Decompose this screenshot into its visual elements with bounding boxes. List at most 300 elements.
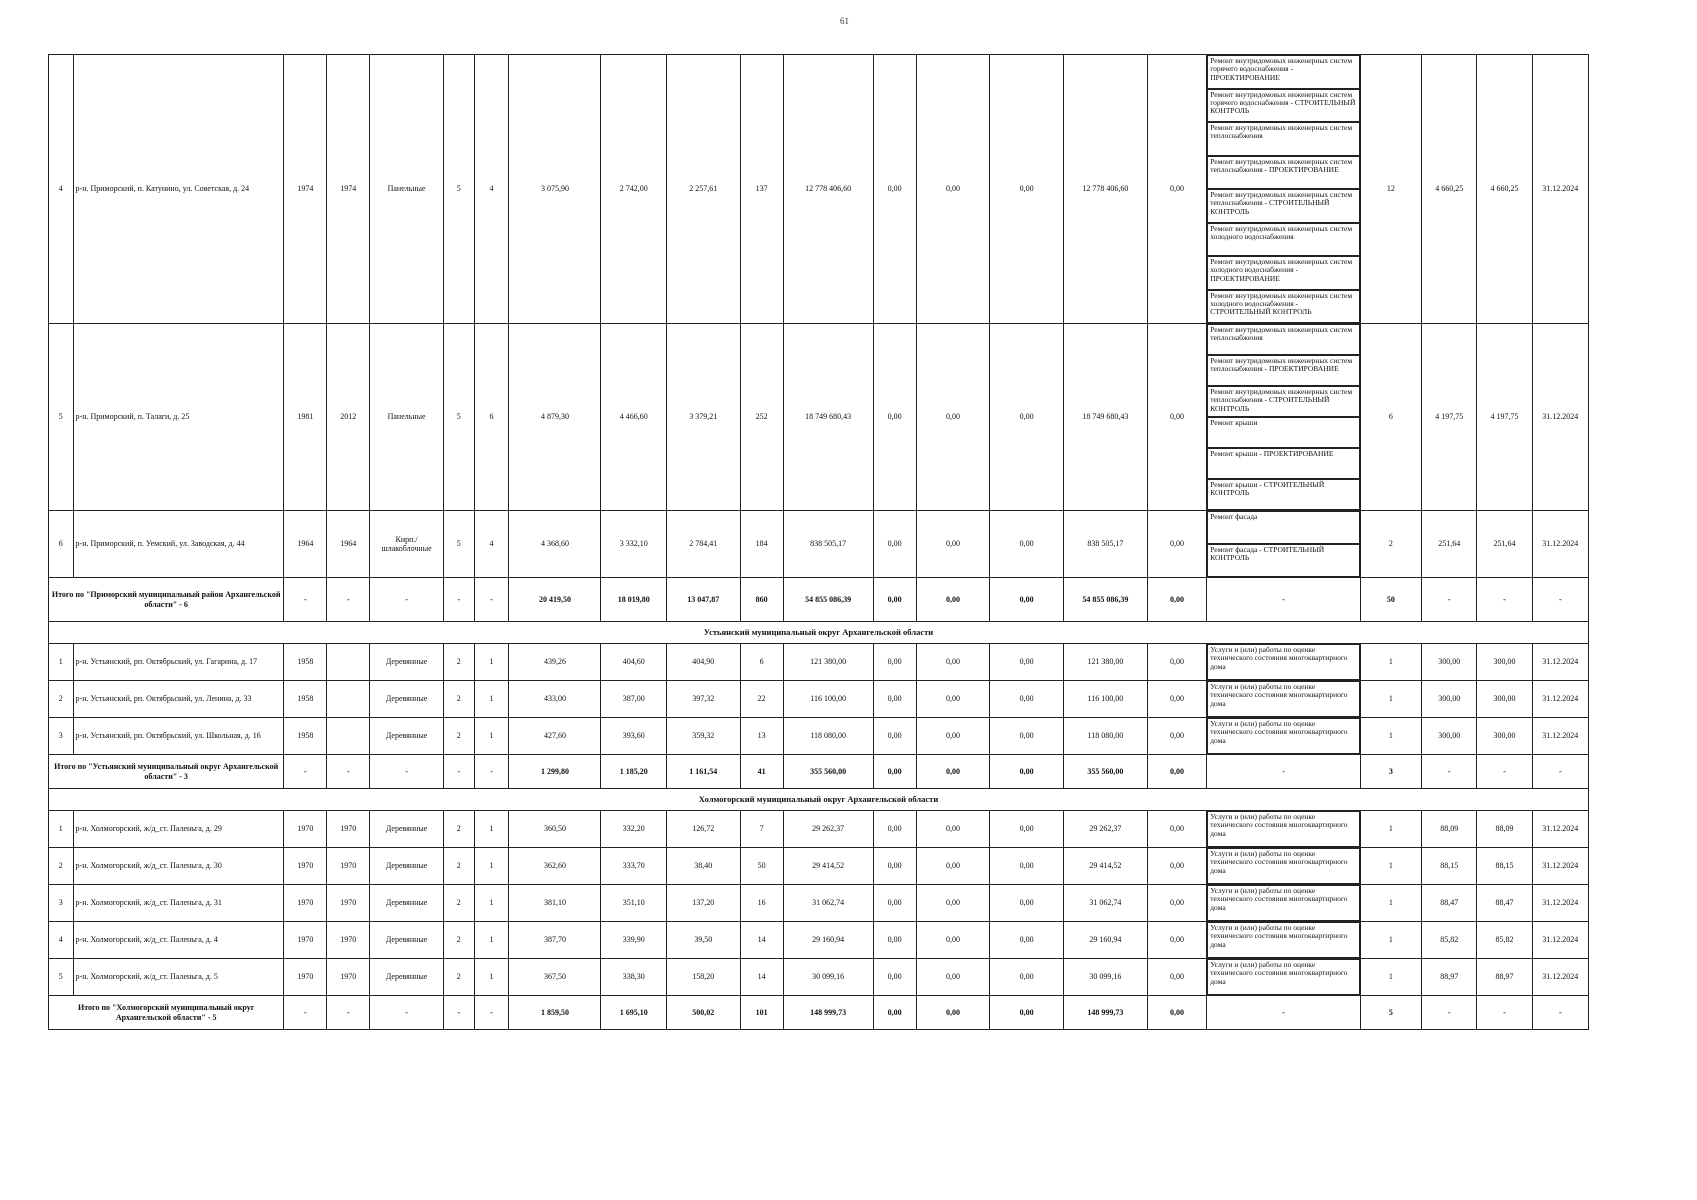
fund-owners-cell: 29 414,52 [1063,848,1147,885]
total-fund-local: 0,00 [990,755,1064,789]
fund-other-cell: 0,00 [1147,848,1206,885]
material-cell: Деревянные [370,922,444,959]
deadline-cell: 31.12.2024 [1532,644,1588,681]
table-row [49,324,1589,511]
address-cell: р-н. Устьянский, рп. Октябрьский, ул. Гагарина, д. 17 [73,644,284,681]
cost-total-cell: 18 749 680,43 [783,324,873,511]
total-works-dash: - [1207,996,1360,1030]
total-dash: - [1477,755,1532,789]
work-type-item: Ремонт внутридомовых инженерных систем теплоснабжения [1207,324,1359,355]
total-row [49,755,1589,789]
total-residents: 41 [740,755,783,789]
works-count-cell: 1 [1360,811,1421,848]
residents-cell: 137 [740,55,783,324]
material-cell: Деревянные [370,959,444,996]
total-cost-total: 355 560,00 [783,755,873,789]
residents-cell: 14 [740,922,783,959]
total-dash: - [1532,578,1588,622]
area-residential-cell: 397,32 [666,681,740,718]
area-total-cell: 362,60 [509,848,601,885]
fund-other-cell: 0,00 [1147,55,1206,324]
total-label: Итого по "Холмогорский муниципальный округ Архангельской области" - 5 [49,996,284,1030]
unit-cost-cell: 88,97 [1422,959,1477,996]
area-residential-cell: 38,40 [666,848,740,885]
works-cell [1207,55,1360,324]
fund-other-cell: 0,00 [1147,811,1206,848]
deadline-cell: 31.12.2024 [1532,811,1588,848]
unit-cost-max-cell: 251,64 [1477,511,1532,578]
works-count-cell: 1 [1360,718,1421,755]
total-dash: - [1477,996,1532,1030]
row-number: 1 [49,811,74,848]
material-cell: Деревянные [370,681,444,718]
fund-federal-cell: 0,00 [873,681,916,718]
section-header-row [49,622,1589,644]
section-header-row [49,789,1589,811]
total-dash: - [1422,755,1477,789]
residents-cell: 6 [740,644,783,681]
unit-cost-cell: 85,82 [1422,922,1477,959]
fund-other-cell: 0,00 [1147,681,1206,718]
total-works-dash: - [1207,755,1360,789]
fund-other-cell: 0,00 [1147,922,1206,959]
year-built-cell: 1970 [284,922,327,959]
area-premises-cell: 339,90 [601,922,666,959]
year-commission-cell [327,644,370,681]
unit-cost-max-cell: 88,15 [1477,848,1532,885]
year-built-cell: 1981 [284,324,327,511]
cost-total-cell: 118 080,00 [783,718,873,755]
fund-local-cell: 0,00 [990,885,1064,922]
fund-regional-cell: 0,00 [916,324,990,511]
work-type-item: Ремонт внутридомовых инженерных систем холодного водоснабжения - ПРОЕКТИРОВАНИЕ [1207,256,1359,290]
deadline-cell: 31.12.2024 [1532,681,1588,718]
total-area-residential: 13 047,87 [666,578,740,622]
total-dash: - [327,578,370,622]
entrances-cell: 4 [474,511,509,578]
work-type-item: Услуги и (или) работы по оценке технического состояния многоквартирного дома [1207,885,1359,921]
area-premises-cell: 3 332,10 [601,511,666,578]
cost-total-cell: 30 099,16 [783,959,873,996]
fund-regional-cell: 0,00 [916,885,990,922]
works-count-cell: 12 [1360,55,1421,324]
area-residential-cell: 126,72 [666,811,740,848]
table-row [49,718,1589,755]
year-commission-cell [327,681,370,718]
works-count-cell: 1 [1360,922,1421,959]
year-commission-cell [327,718,370,755]
total-dash: - [1422,578,1477,622]
total-fund-federal: 0,00 [873,578,916,622]
work-type-item: Услуги и (или) работы по оценке технического состояния многоквартирного дома [1207,922,1359,958]
works-cell [1207,848,1360,885]
area-total-cell: 360,50 [509,811,601,848]
work-type-item: Ремонт фасада [1207,511,1359,544]
total-area-total: 1 859,50 [509,996,601,1030]
year-built-cell: 1974 [284,55,327,324]
work-type-item: Ремонт внутридомовых инженерных систем теплоснабжения - ПРОЕКТИРОВАНИЕ [1207,355,1359,386]
area-total-cell: 439,26 [509,644,601,681]
entrances-cell: 1 [474,718,509,755]
works-count-cell: 1 [1360,959,1421,996]
total-dash: - [370,578,444,622]
fund-local-cell: 0,00 [990,681,1064,718]
total-area-premises: 18 019,80 [601,578,666,622]
area-total-cell: 4 879,30 [509,324,601,511]
area-premises-cell: 393,60 [601,718,666,755]
residents-cell: 7 [740,811,783,848]
work-type-item: Ремонт внутридомовых инженерных систем холодного водоснабжения [1207,223,1359,257]
total-fund-local: 0,00 [990,996,1064,1030]
total-row [49,996,1589,1030]
deadline-cell: 31.12.2024 [1532,324,1588,511]
unit-cost-max-cell: 300,00 [1477,681,1532,718]
cost-total-cell: 29 414,52 [783,848,873,885]
deadline-cell: 31.12.2024 [1532,718,1588,755]
unit-cost-max-cell: 4 660,25 [1477,55,1532,324]
floors-cell: 5 [443,324,474,511]
area-total-cell: 433,00 [509,681,601,718]
fund-local-cell: 0,00 [990,959,1064,996]
work-type-item: Ремонт крыши [1207,417,1359,448]
material-cell: Кирп./ шлакоблочные [370,511,444,578]
address-cell: р-н. Устьянский, рп. Октябрьский, ул. Школьная, д. 16 [73,718,284,755]
row-number: 3 [49,885,74,922]
fund-owners-cell: 118 080,00 [1063,718,1147,755]
entrances-cell: 1 [474,959,509,996]
total-dash: - [443,755,474,789]
table-row [49,644,1589,681]
total-fund-federal: 0,00 [873,755,916,789]
unit-cost-cell: 251,64 [1422,511,1477,578]
entrances-cell: 1 [474,848,509,885]
total-fund-regional: 0,00 [916,996,990,1030]
address-cell: р-н. Приморский, п. Катунино, ул. Советская, д. 24 [73,55,284,324]
deadline-cell: 31.12.2024 [1532,848,1588,885]
fund-owners-cell: 29 160,94 [1063,922,1147,959]
fund-federal-cell: 0,00 [873,511,916,578]
unit-cost-cell: 88,47 [1422,885,1477,922]
area-premises-cell: 4 466,60 [601,324,666,511]
works-cell [1207,959,1360,996]
address-cell: р-н. Холмогорский, ж/д_ст. Паленьга, д. 30 [73,848,284,885]
table-row [49,959,1589,996]
cost-total-cell: 838 505,17 [783,511,873,578]
section-title: Устьянский муниципальный округ Архангельской области [49,622,1589,644]
total-dash: - [327,996,370,1030]
area-total-cell: 367,50 [509,959,601,996]
area-premises-cell: 351,10 [601,885,666,922]
total-works-count: 3 [1360,755,1421,789]
fund-local-cell: 0,00 [990,511,1064,578]
works-cell [1207,811,1360,848]
deadline-cell: 31.12.2024 [1532,959,1588,996]
deadline-cell: 31.12.2024 [1532,55,1588,324]
fund-federal-cell: 0,00 [873,959,916,996]
fund-local-cell: 0,00 [990,55,1064,324]
area-residential-cell: 359,32 [666,718,740,755]
fund-regional-cell: 0,00 [916,644,990,681]
fund-regional-cell: 0,00 [916,55,990,324]
row-number: 1 [49,644,74,681]
fund-local-cell: 0,00 [990,811,1064,848]
works-cell [1207,885,1360,922]
total-fund-regional: 0,00 [916,755,990,789]
works-cell [1207,681,1360,718]
total-dash: - [1532,755,1588,789]
total-fund-federal: 0,00 [873,996,916,1030]
fund-federal-cell: 0,00 [873,718,916,755]
material-cell: Деревянные [370,885,444,922]
total-dash: - [327,755,370,789]
row-number: 2 [49,681,74,718]
year-built-cell: 1958 [284,681,327,718]
fund-local-cell: 0,00 [990,644,1064,681]
year-built-cell: 1964 [284,511,327,578]
fund-federal-cell: 0,00 [873,848,916,885]
address-cell: р-н. Холмогорский, ж/д_ст. Паленьга, д. 5 [73,959,284,996]
row-number: 6 [49,511,74,578]
total-fund-other: 0,00 [1147,755,1206,789]
area-residential-cell: 158,20 [666,959,740,996]
works-count-cell: 1 [1360,644,1421,681]
total-area-residential: 1 161,54 [666,755,740,789]
year-commission-cell: 2012 [327,324,370,511]
page-number: 61 [840,16,849,26]
total-cost-total: 54 855 086,39 [783,578,873,622]
fund-owners-cell: 838 505,17 [1063,511,1147,578]
table-row [49,511,1589,578]
section-title: Холмогорский муниципальный округ Архангельской области [49,789,1589,811]
unit-cost-cell: 4 660,25 [1422,55,1477,324]
material-cell: Деревянные [370,811,444,848]
total-area-premises: 1 185,20 [601,755,666,789]
row-number: 4 [49,55,74,324]
entrances-cell: 6 [474,324,509,511]
area-residential-cell: 137,20 [666,885,740,922]
unit-cost-cell: 300,00 [1422,644,1477,681]
table-row [49,885,1589,922]
works-count-cell: 1 [1360,885,1421,922]
area-premises-cell: 338,30 [601,959,666,996]
total-dash: - [284,578,327,622]
total-dash: - [1477,578,1532,622]
works-cell [1207,718,1360,755]
year-commission-cell: 1970 [327,959,370,996]
work-type-item: Услуги и (или) работы по оценке технического состояния многоквартирного дома [1207,718,1359,754]
work-type-item: Ремонт крыши - СТРОИТЕЛЬНЫЙ КОНТРОЛЬ [1207,479,1359,510]
work-type-item: Ремонт фасада - СТРОИТЕЛЬНЫЙ КОНТРОЛЬ [1207,544,1359,577]
fund-regional-cell: 0,00 [916,511,990,578]
works-count-cell: 2 [1360,511,1421,578]
total-fund-other: 0,00 [1147,996,1206,1030]
year-commission-cell: 1970 [327,922,370,959]
floors-cell: 2 [443,959,474,996]
floors-cell: 5 [443,55,474,324]
work-type-item: Ремонт внутридомовых инженерных систем теплоснабжения - СТРОИТЕЛЬНЫЙ КОНТРОЛЬ [1207,386,1359,417]
floors-cell: 2 [443,718,474,755]
total-fund-local: 0,00 [990,578,1064,622]
work-type-item: Ремонт внутридомовых инженерных систем теплоснабжения - ПРОЕКТИРОВАНИЕ [1207,156,1359,190]
work-type-item: Ремонт внутридомовых инженерных систем горячего водоснабжения - СТРОИТЕЛЬНЫЙ КОНТРОЛЬ [1207,89,1359,123]
work-type-item: Ремонт крыши - ПРОЕКТИРОВАНИЕ [1207,448,1359,479]
work-type-item: Ремонт внутридомовых инженерных систем теплоснабжения [1207,122,1359,156]
address-cell: р-н. Холмогорский, ж/д_ст. Паленьга, д. 31 [73,885,284,922]
unit-cost-max-cell: 88,47 [1477,885,1532,922]
fund-local-cell: 0,00 [990,718,1064,755]
works-cell [1207,922,1360,959]
total-area-premises: 1 695,10 [601,996,666,1030]
fund-other-cell: 0,00 [1147,511,1206,578]
area-total-cell: 387,70 [509,922,601,959]
residents-cell: 14 [740,959,783,996]
fund-regional-cell: 0,00 [916,959,990,996]
year-built-cell: 1958 [284,718,327,755]
floors-cell: 2 [443,885,474,922]
deadline-cell: 31.12.2024 [1532,885,1588,922]
total-area-total: 20 419,50 [509,578,601,622]
material-cell: Панельные [370,324,444,511]
work-type-item: Ремонт внутридомовых инженерных систем холодного водоснабжения - СТРОИТЕЛЬНЫЙ КОНТРОЛЬ [1207,290,1359,324]
total-works-count: 50 [1360,578,1421,622]
cost-total-cell: 29 160,94 [783,922,873,959]
row-number: 5 [49,959,74,996]
unit-cost-cell: 88,15 [1422,848,1477,885]
fund-owners-cell: 18 749 680,43 [1063,324,1147,511]
cost-total-cell: 31 062,74 [783,885,873,922]
entrances-cell: 1 [474,922,509,959]
total-works-dash: - [1207,578,1360,622]
area-residential-cell: 2 257,61 [666,55,740,324]
work-type-item: Услуги и (или) работы по оценке технического состояния многоквартирного дома [1207,959,1359,995]
fund-owners-cell: 30 099,16 [1063,959,1147,996]
material-cell: Панельные [370,55,444,324]
year-built-cell: 1958 [284,644,327,681]
total-dash: - [474,755,509,789]
residents-cell: 13 [740,718,783,755]
total-dash: - [1422,996,1477,1030]
total-works-count: 5 [1360,996,1421,1030]
year-built-cell: 1970 [284,848,327,885]
cost-total-cell: 121 380,00 [783,644,873,681]
work-type-item: Услуги и (или) работы по оценке технического состояния многоквартирного дома [1207,681,1359,717]
fund-other-cell: 0,00 [1147,959,1206,996]
fund-regional-cell: 0,00 [916,681,990,718]
address-cell: р-н. Устьянский, рп. Октябрьский, ул. Ленина, д. 33 [73,681,284,718]
area-premises-cell: 404,60 [601,644,666,681]
works-count-cell: 1 [1360,848,1421,885]
total-dash: - [284,755,327,789]
total-fund-owners: 54 855 086,39 [1063,578,1147,622]
area-total-cell: 4 368,60 [509,511,601,578]
total-label: Итого по "Устьянский муниципальный округ Архангельской области" - 3 [49,755,284,789]
total-label: Итого по "Приморский муниципальный район Архангельской области" - 6 [49,578,284,622]
total-fund-other: 0,00 [1147,578,1206,622]
table-row [49,681,1589,718]
works-count-cell: 1 [1360,681,1421,718]
total-residents: 101 [740,996,783,1030]
row-number: 2 [49,848,74,885]
residents-cell: 16 [740,885,783,922]
year-commission-cell: 1970 [327,811,370,848]
fund-federal-cell: 0,00 [873,55,916,324]
works-cell [1207,644,1360,681]
cost-total-cell: 29 262,37 [783,811,873,848]
fund-local-cell: 0,00 [990,922,1064,959]
fund-regional-cell: 0,00 [916,848,990,885]
row-number: 4 [49,922,74,959]
total-dash: - [1532,996,1588,1030]
unit-cost-max-cell: 4 197,75 [1477,324,1532,511]
area-residential-cell: 2 784,41 [666,511,740,578]
material-cell: Деревянные [370,848,444,885]
fund-federal-cell: 0,00 [873,922,916,959]
address-cell: р-н. Приморский, п. Уемский, ул. Заводская, д. 44 [73,511,284,578]
fund-local-cell: 0,00 [990,848,1064,885]
area-total-cell: 427,60 [509,718,601,755]
works-cell [1207,511,1360,578]
unit-cost-max-cell: 85,82 [1477,922,1532,959]
area-premises-cell: 333,70 [601,848,666,885]
total-dash: - [474,996,509,1030]
work-type-item: Ремонт внутридомовых инженерных систем горячего водоснабжения - ПРОЕКТИРОВАНИЕ [1207,55,1359,89]
works-cell [1207,324,1360,511]
fund-regional-cell: 0,00 [916,922,990,959]
total-dash: - [443,996,474,1030]
year-built-cell: 1970 [284,959,327,996]
unit-cost-max-cell: 300,00 [1477,644,1532,681]
entrances-cell: 4 [474,55,509,324]
fund-other-cell: 0,00 [1147,644,1206,681]
total-residents: 860 [740,578,783,622]
area-residential-cell: 3 379,21 [666,324,740,511]
fund-other-cell: 0,00 [1147,324,1206,511]
fund-local-cell: 0,00 [990,324,1064,511]
entrances-cell: 1 [474,681,509,718]
floors-cell: 5 [443,511,474,578]
deadline-cell: 31.12.2024 [1532,511,1588,578]
address-cell: р-н. Приморский, п. Талаги, д. 25 [73,324,284,511]
row-number: 3 [49,718,74,755]
year-commission-cell: 1970 [327,848,370,885]
fund-regional-cell: 0,00 [916,811,990,848]
year-commission-cell: 1970 [327,885,370,922]
entrances-cell: 1 [474,644,509,681]
total-area-residential: 500,02 [666,996,740,1030]
total-row [49,578,1589,622]
fund-owners-cell: 116 100,00 [1063,681,1147,718]
floors-cell: 2 [443,644,474,681]
fund-regional-cell: 0,00 [916,718,990,755]
unit-cost-max-cell: 88,09 [1477,811,1532,848]
fund-owners-cell: 31 062,74 [1063,885,1147,922]
work-type-item: Услуги и (или) работы по оценке технического состояния многоквартирного дома [1207,848,1359,884]
area-premises-cell: 332,20 [601,811,666,848]
cost-total-cell: 12 778 406,60 [783,55,873,324]
cost-total-cell: 116 100,00 [783,681,873,718]
total-dash: - [370,755,444,789]
table-body [49,55,1589,1030]
entrances-cell: 1 [474,885,509,922]
area-total-cell: 3 075,90 [509,55,601,324]
address-cell: р-н. Холмогорский, ж/д_ст. Паленьга, д. 29 [73,811,284,848]
total-cost-total: 148 999,73 [783,996,873,1030]
fund-federal-cell: 0,00 [873,324,916,511]
deadline-cell: 31.12.2024 [1532,922,1588,959]
housing-repair-register-table [48,54,1589,1030]
residents-cell: 50 [740,848,783,885]
address-cell: р-н. Холмогорский, ж/д_ст. Паленьга, д. 4 [73,922,284,959]
